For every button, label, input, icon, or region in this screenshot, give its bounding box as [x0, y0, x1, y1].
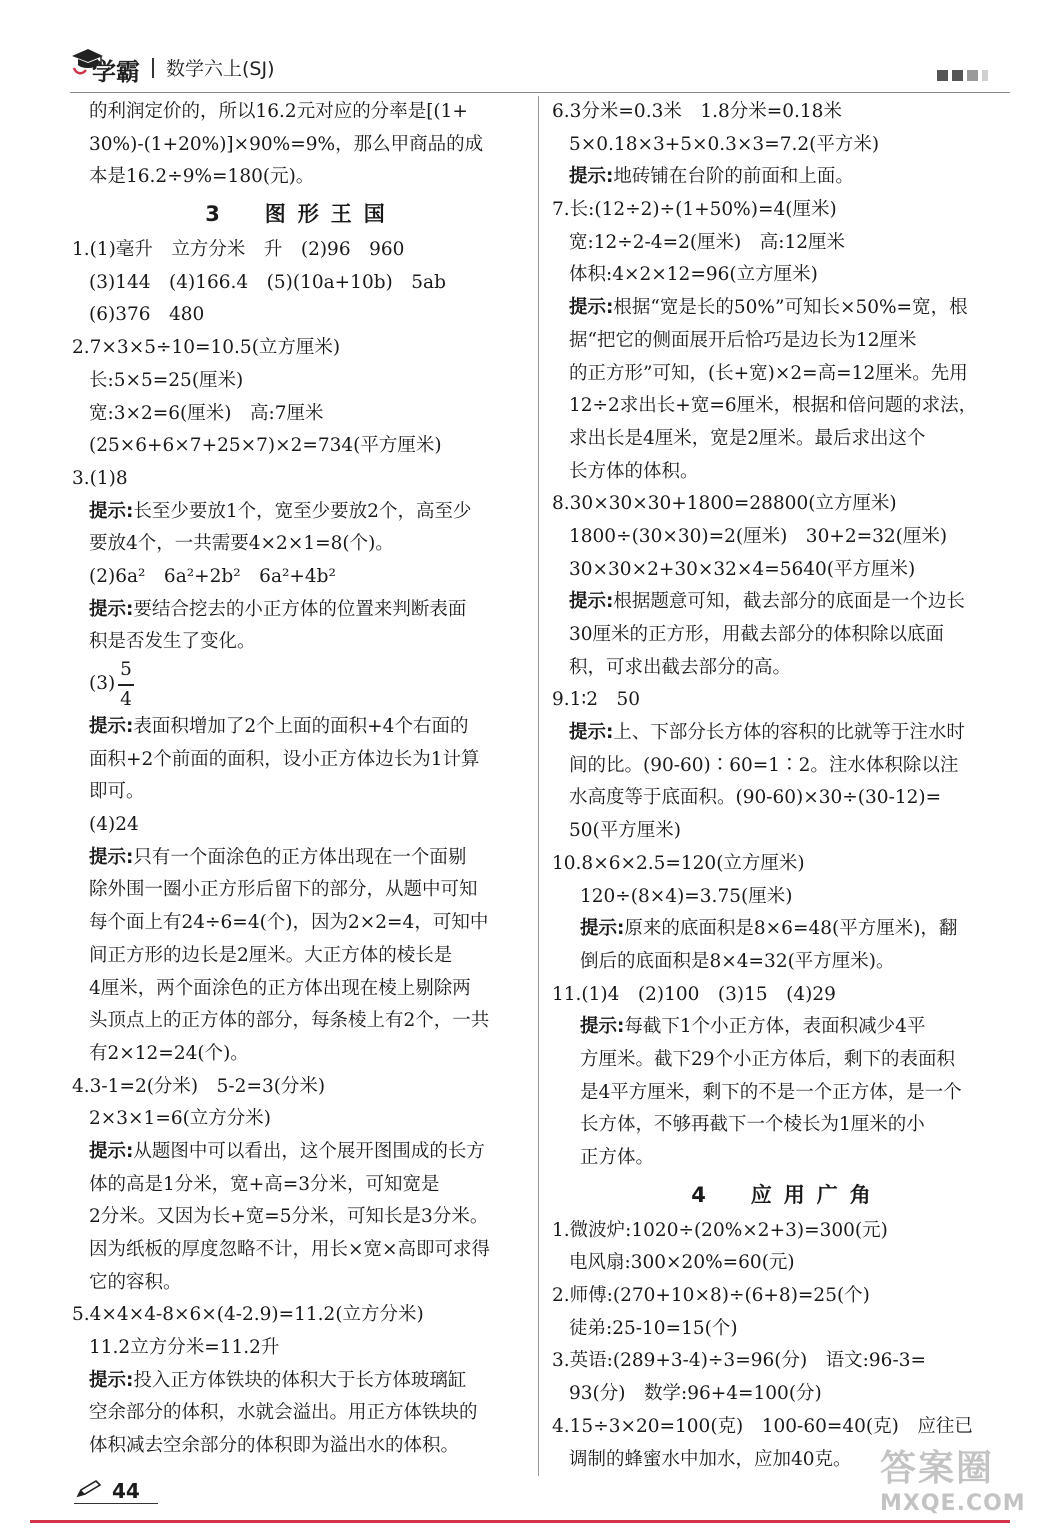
deco-square	[952, 70, 963, 81]
fraction-answer	[72, 659, 530, 711]
watermark	[880, 1440, 1030, 1520]
hint-text: 根据“宽是长的50%”可知长×50%=宽，根	[613, 297, 968, 319]
answer-line: 9.1∶2 50	[552, 689, 641, 711]
column-divider	[538, 96, 539, 1476]
footer-accent-line	[30, 1520, 1010, 1523]
answer-line: 11.2立方分米=11.2升	[89, 1337, 280, 1359]
hint-text: 2分米。又因为长+宽=5分米，可知长是3分米。	[89, 1206, 489, 1228]
hint-text: 有2×12=24(个)。	[89, 1042, 249, 1064]
answer-line: 3.英语:(289+3-4)÷3=96(分) 语文:96-3=	[552, 1350, 926, 1372]
hint-text: 要结合挖去的小正方体的位置来判断表面	[133, 598, 467, 620]
hint-text: 是4平方厘米，剩下的不是一个正方体，是一个	[580, 1081, 962, 1103]
hint-text: 积，可求出截去部分的高。	[569, 656, 792, 678]
pencil-icon	[76, 1480, 104, 1498]
deco-square	[982, 70, 988, 81]
hint-label: 提示:	[89, 1140, 134, 1162]
hint-text: 表面积增加了2个上面的面积+4个右面的	[133, 716, 469, 737]
deco-square	[967, 70, 978, 81]
hint-text: 因为纸板的厚度忽略不计，用长×宽×高即可求得	[89, 1239, 491, 1260]
hint-label: 提示:	[89, 846, 134, 868]
answer-line: (25×6+6×7+25×7)×2=734(平方厘米)	[89, 435, 442, 457]
hint-text: 只有一个面涂色的正方体出现在一个面剔	[133, 846, 467, 868]
hint-text: 间的比。(90-60)∶60=1∶2。注水体积除以注	[569, 754, 959, 776]
answer-line: 调制的蜂蜜水中加水，应加40克。	[569, 1448, 852, 1470]
header-separator	[152, 58, 154, 78]
answer-line: 120÷(8×4)=3.75(厘米)	[580, 885, 793, 907]
answer-line: 3.(1)8	[72, 467, 128, 489]
hint-text: 倒后的底面积是8×4=32(平方厘米)。	[580, 950, 895, 972]
hint-text: 每截下1个小正方体，表面积减少4平	[624, 1016, 926, 1038]
hint-label: 提示:	[580, 918, 625, 940]
hint-text: 每个面上有24÷6=4(个)，因为2×2=4，可知中	[89, 912, 489, 934]
answer-line: (3)144 (4)166.4 (5)(10a+10b) 5ab	[89, 271, 446, 293]
hint-label: 提示:	[569, 591, 614, 613]
answer-line: 宽:3×2=6(厘米) 高:7厘米	[89, 402, 324, 424]
section-title: 3 图形王国	[205, 202, 397, 227]
answer-line: 11.(1)4 (2)100 (3)15 (4)29	[552, 983, 836, 1005]
answer-line: 长:5×5=25(厘米)	[89, 369, 244, 391]
hint-text: 据“把它的侧面展开后恰巧是边长为12厘米	[569, 329, 917, 351]
answer-line: 8.30×30×30+1800=28800(立方厘米)	[552, 493, 897, 515]
right-column	[552, 96, 1022, 1476]
hint-text: 长至少要放1个，宽至少要放2个，高至少	[133, 500, 472, 522]
page-header	[70, 44, 1010, 94]
answer-line: 徒弟:25-10=15(个)	[569, 1317, 738, 1339]
fraction-numerator: 5	[120, 659, 132, 680]
brand-logo-text: 学霸	[92, 58, 140, 86]
hint-text: 长方体的体积。	[569, 460, 699, 482]
hint-text: 50(平方厘米)	[569, 820, 681, 842]
hint-text: 长方体，不够再截下一个棱长为1厘米的小	[580, 1114, 925, 1136]
answer-label: (3)	[89, 673, 116, 694]
watermark-title: 答案圈	[880, 1448, 995, 1489]
hint-text: 间正方形的边长是2厘米。大正方体的棱长是	[89, 944, 453, 966]
answer-line: 93(分) 数学:96+4=100(分)	[569, 1383, 822, 1405]
header-decoration	[937, 70, 988, 84]
hint-text: 积是否发生了变化。	[89, 631, 256, 653]
deco-square	[937, 70, 948, 81]
hint-label: 提示:	[580, 1016, 625, 1038]
answer-line: (2)6a² 6a²+2b² 6a²+4b²	[89, 565, 336, 587]
hint-text: 即可。	[89, 781, 145, 803]
fraction	[118, 659, 134, 711]
answer-line: 1800÷(30×30)=2(厘米) 30+2=32(厘米)	[569, 525, 948, 547]
subject-title: 数学六上(SJ)	[166, 58, 275, 80]
answer-line: 5.4×4×4-8×6×(4-2.9)=11.2(立方分米)	[72, 1304, 424, 1326]
answer-line: 1.微波炉:1020÷(20%×2+3)=300(元)	[552, 1219, 888, 1241]
hint-text: 头顶点上的正方体的部分，每条棱上有2个，一共	[89, 1010, 490, 1032]
text-line: 30%)-(1+20%)]×90%=9%，那么甲商品的成	[89, 133, 484, 155]
answer-line: 电风扇:300×20%=60(元)	[569, 1252, 795, 1274]
hint-text: 求出长是4厘米，宽是2厘米。最后求出这个	[569, 427, 926, 449]
fraction-bar	[118, 684, 134, 686]
hint-label: 提示:	[569, 297, 614, 319]
answer-line: 2×3×1=6(立方分米)	[89, 1108, 272, 1130]
hint-label: 提示:	[89, 1369, 134, 1391]
answer-line: 5×0.18×3+5×0.3×3=7.2(平方米)	[569, 133, 880, 155]
hint-text: 4厘米，两个面涂色的正方体出现在棱上剔除两	[89, 977, 471, 999]
answer-line: 30×30×2+30×32×4=5640(平方厘米)	[569, 558, 916, 580]
hint-text: 12÷2求出长+宽=6厘米，根据和倍问题的求法，	[569, 395, 978, 417]
hint-text: 体积减去空余部分的体积即为溢出水的体积。	[89, 1435, 460, 1457]
hint-text: 空余部分的体积，水就会溢出。用正方体铁块的	[89, 1402, 478, 1424]
answer-line: 10.8×6×2.5=120(立方厘米)	[552, 852, 805, 874]
hint-label: 提示:	[89, 598, 134, 620]
hint-text: 正方体。	[580, 1147, 655, 1168]
answer-line: 2.7×3×5÷10=10.5(立方厘米)	[72, 337, 341, 359]
answer-line: 6.3分米=0.3米 1.8分米=0.18米	[552, 101, 842, 122]
hint-text: 上、下部分长方体的容积的比就等于注水时	[613, 722, 965, 744]
answer-line: 宽:12÷2-4=2(厘米) 高:12厘米	[569, 231, 846, 253]
hint-label: 提示:	[569, 722, 614, 744]
hint-text: 方厘米。截下29个小正方体后，剩下的表面积	[580, 1048, 956, 1070]
hint-text: 原来的底面积是8×6=48(平方厘米)，翻	[624, 918, 958, 940]
hint-text: 30厘米的正方形，用截去部分的体积除以底面	[569, 624, 945, 645]
hint-text: 从题图中可以看出，这个展开图围成的长方	[133, 1140, 485, 1162]
hint-label: 提示:	[89, 500, 134, 522]
page-number: 44	[112, 1479, 140, 1503]
answer-line: 1.(1)毫升 立方分米 升 (2)96 960	[72, 239, 405, 261]
hint-text: 面积+2个前面的面积，设小正方体边长为1计算	[89, 748, 480, 770]
header-rule	[70, 92, 1010, 93]
hint-text: 要放4个，一共需要4×2×1=8(个)。	[89, 533, 394, 555]
answer-line: 4.3-1=2(分米) 5-2=3(分米)	[72, 1075, 326, 1097]
hint-text: 地砖铺在台阶的前面和上面。	[613, 166, 854, 188]
hint-text: 除外围一圈小正方形后留下的部分，从题中可知	[89, 879, 478, 901]
text-line: 的利润定价的，所以16.2元对应的分率是[(1+	[89, 101, 468, 122]
hint-text: 投入正方体铁块的体积大于长方体玻璃缸	[133, 1369, 467, 1391]
section-title: 4 应用广角	[691, 1182, 883, 1207]
page-number-underline	[74, 1503, 158, 1504]
hint-text: 体的高是1分米，宽+高=3分米，可知宽是	[89, 1173, 440, 1195]
hint-text: 根据题意可知，截去部分的底面是一个边长	[613, 591, 965, 613]
hint-label: 提示:	[89, 716, 134, 737]
text-line: 本是16.2÷9%=180(元)。	[89, 166, 315, 188]
hint-label: 提示:	[569, 166, 614, 188]
hint-text: 的正方形”可知，(长+宽)×2=高=12厘米。先用	[569, 362, 968, 384]
fraction-denominator: 4	[120, 689, 132, 710]
left-column	[72, 96, 530, 1463]
answer-line: (6)376 480	[89, 304, 205, 326]
answer-line: 体积:4×2×12=96(立方厘米)	[569, 264, 818, 286]
watermark-url: MXQE.COM	[880, 1491, 1026, 1516]
answer-line: 7.长:(12÷2)÷(1+50%)=4(厘米)	[552, 199, 837, 221]
hint-text: 水高度等于底面积。(90-60)×30÷(30-12)=	[569, 787, 942, 809]
hint-text: 它的容积。	[89, 1271, 182, 1293]
answer-line: 4.15÷3×20=100(克) 100-60=40(克) 应往已	[552, 1415, 973, 1437]
answer-line: (4)24	[89, 814, 139, 836]
answer-line: 2.师傅:(270+10×8)÷(6+8)=25(个)	[552, 1285, 870, 1307]
